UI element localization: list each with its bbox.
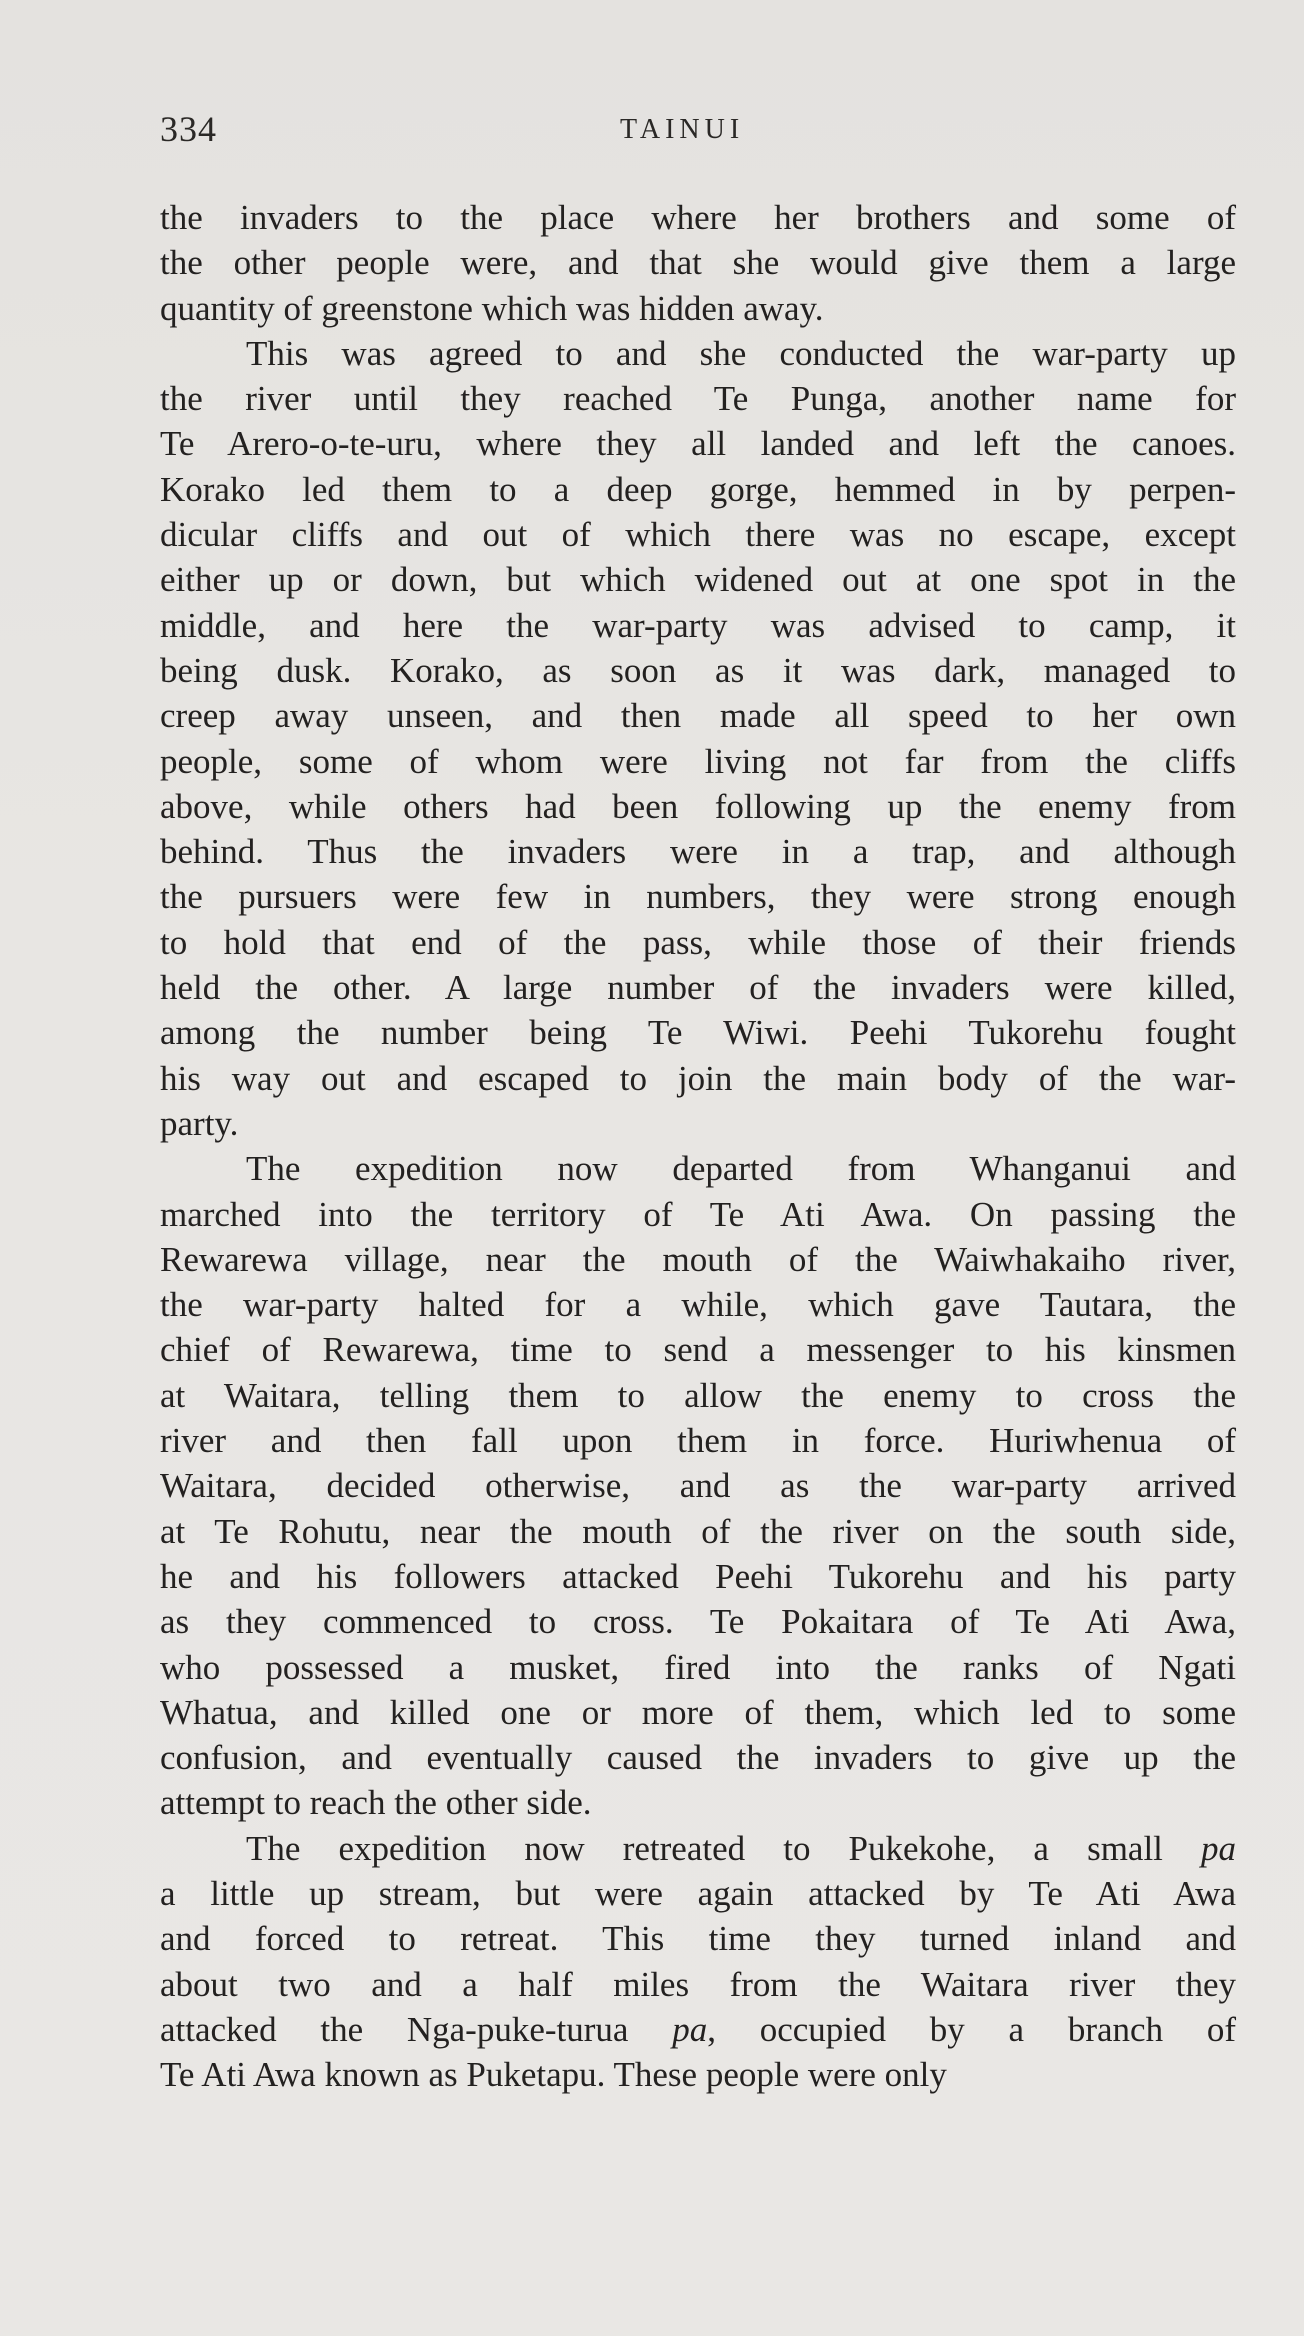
text-line: This was agreed to and she conducted the war-party up	[246, 333, 1236, 373]
text-line: the war-party halted for a while, which gave Tautara, the	[160, 1285, 1236, 1325]
text-line: the other people were, and that she would give them a large	[160, 243, 1236, 283]
text-line: The expedition now retreated to Pukekohe, a small pa	[246, 1828, 1236, 1868]
text-line: attacked the Nga-puke-turua pa, occupied by a branch of	[160, 2009, 1236, 2049]
running-head	[160, 108, 1240, 158]
text-line: quantity of greenstone which was hidden away.	[160, 288, 824, 328]
text-line: at Waitara, telling them to allow the enemy to cross the	[160, 1375, 1236, 1415]
text-line: attempt to reach the other side.	[160, 1783, 592, 1823]
text-line: and forced to retreat. This time they turned inland and	[160, 1919, 1236, 1959]
text-line: Te Ati Awa known as Puketapu. These people were only	[160, 2055, 947, 2095]
running-title: TAINUI	[620, 114, 745, 145]
text-line: either up or down, but which widened out at one spot in the	[160, 560, 1236, 600]
text-line: behind. Thus the invaders were in a trap, and although	[160, 832, 1236, 872]
text-line: held the other. A large number of the invaders were killed,	[160, 968, 1236, 1008]
text-line: party.	[160, 1103, 239, 1143]
text-line: his way out and escaped to join the main body of the war-	[160, 1058, 1236, 1098]
text-line: he and his followers attacked Peehi Tukorehu and his party	[160, 1556, 1236, 1596]
text-line: the river until they reached Te Punga, another name for	[160, 379, 1236, 419]
text-line: to hold that end of the pass, while those of their friends	[160, 922, 1236, 962]
text-line: confusion, and eventually caused the invaders to give up the	[160, 1738, 1236, 1778]
text-line: Waitara, decided otherwise, and as the war-party arrived	[160, 1466, 1236, 1506]
paragraph	[160, 1146, 1236, 1825]
text-line: among the number being Te Wiwi. Peehi Tukorehu fought	[160, 1013, 1236, 1053]
text-line: the pursuers were few in numbers, they were strong enough	[160, 877, 1236, 917]
text-line: who possessed a musket, fired into the ranks of Ngati	[160, 1647, 1236, 1687]
text-line: the invaders to the place where her brothers and some of	[160, 198, 1236, 237]
text-line: a little up stream, but were again attacked by Te Ati Awa	[160, 1873, 1236, 1913]
text-line: Korako led them to a deep gorge, hemmed in by perpen-	[160, 469, 1236, 509]
text-line: above, while others had been following up the enemy from	[160, 786, 1236, 826]
text-line: as they commenced to cross. Te Pokaitara of Te Ati Awa,	[160, 1602, 1236, 1642]
paragraph	[160, 1826, 1236, 2098]
paragraph	[160, 331, 1236, 1146]
text-line: Rewarewa village, near the mouth of the Waiwhakaiho river,	[160, 1239, 1236, 1279]
text-line: middle, and here the war-party was advised to camp, it	[160, 605, 1236, 645]
paragraph	[160, 195, 1236, 331]
text-line: at Te Rohutu, near the mouth of the river on the south side,	[160, 1511, 1236, 1551]
text-line: Whatua, and killed one or more of them, which led to some	[160, 1692, 1236, 1732]
page-number: 334	[160, 109, 217, 149]
text-line: chief of Rewarewa, time to send a messenger to his kinsmen	[160, 1330, 1236, 1370]
text-line: about two and a half miles from the Waitara river they	[160, 1964, 1236, 2004]
text-line: being dusk. Korako, as soon as it was dark, managed to	[160, 650, 1236, 690]
text-line: river and then fall upon them in force. Huriwhenua of	[160, 1421, 1236, 1461]
body-text	[160, 195, 1236, 2097]
text-line: creep away unseen, and then made all speed to her own	[160, 696, 1236, 736]
text-line: marched into the territory of Te Ati Awa. On passing the	[160, 1194, 1236, 1234]
text-line: The expedition now departed from Whanganui and	[246, 1149, 1236, 1189]
text-line: Te Arero-o-te-uru, where they all landed and left the canoes.	[160, 424, 1236, 464]
text-line: people, some of whom were living not far from the cliffs	[160, 741, 1236, 781]
text-line: dicular cliffs and out of which there was no escape, except	[160, 515, 1236, 555]
